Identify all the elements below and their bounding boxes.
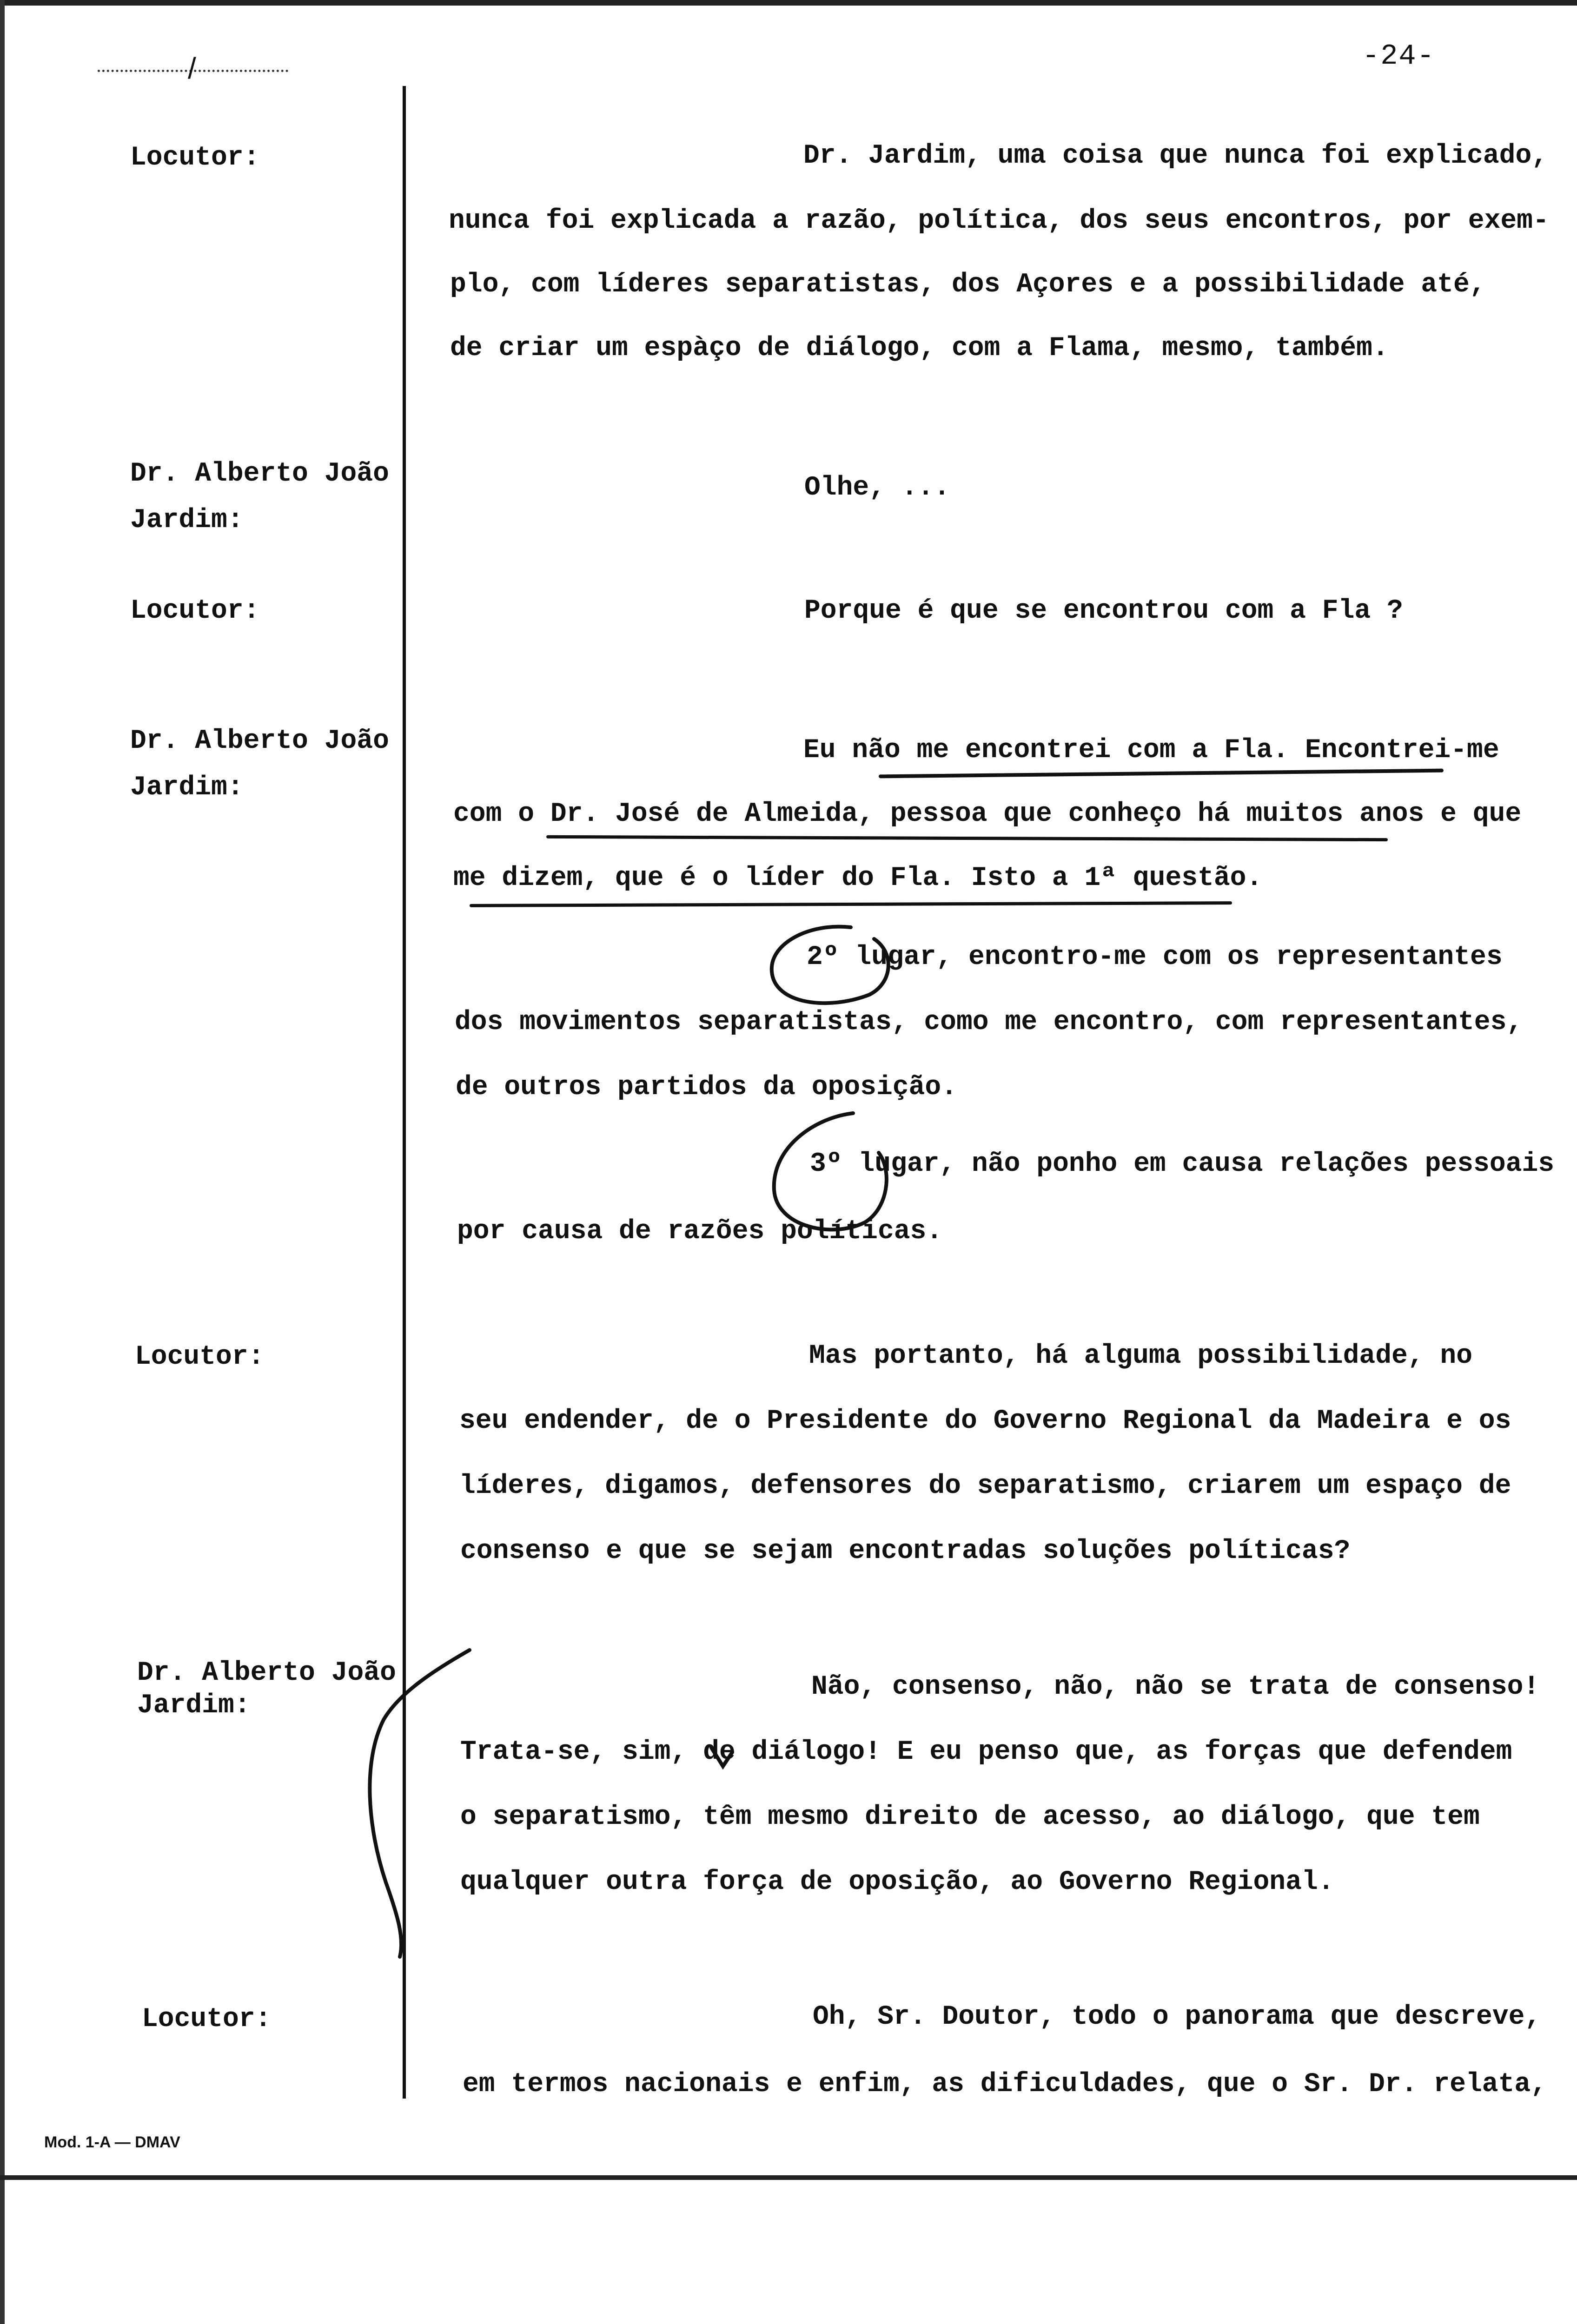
transcript-line: plo, com líderes separatistas, dos Açores e a possibilidade até,	[450, 270, 1486, 300]
transcript-line: 3º lugar, não ponho em causa relações pessoais	[810, 1149, 1555, 1179]
speaker-label: Locutor:	[135, 1342, 265, 1372]
speaker-label: Locutor:	[130, 596, 260, 626]
header-slash: /	[188, 52, 196, 85]
transcript-line: me dizem, que é o líder do Fla. Isto a 1ª questão.	[453, 863, 1263, 893]
page-number: -24-	[1362, 40, 1435, 73]
transcript-line: 2º lugar, encontro-me com os representantes	[807, 942, 1503, 972]
transcript-line: Oh, Sr. Doutor, todo o panorama que descreve,	[813, 2002, 1541, 2032]
speaker-label: Dr. Alberto João Jardim:	[137, 1658, 396, 1721]
speaker-label: Locutor:	[130, 143, 260, 173]
transcript-line: seu endender, de o Presidente do Governo Regional da Madeira e os	[459, 1406, 1511, 1436]
speaker-label: Dr. Alberto João Jardim:	[130, 726, 389, 803]
transcript-line: qualquer outra força de oposição, ao Governo Regional.	[460, 1867, 1334, 1897]
transcript-line: Porque é que se encontrou com a Fla ?	[804, 596, 1403, 626]
form-code: Mod. 1-A — DMAV	[44, 2133, 180, 2151]
transcript-line: com o Dr. José de Almeida, pessoa que conheço há muitos anos e que	[453, 799, 1522, 829]
transcript-line: por causa de razões políticas.	[457, 1216, 943, 1247]
transcript-line: Mas portanto, há alguma possibilidade, no	[809, 1341, 1473, 1371]
transcript-line: de criar um espàço de diálogo, com a Flama, mesmo, também.	[450, 333, 1389, 363]
speaker-label: Dr. Alberto João Jardim:	[130, 459, 389, 535]
transcript-line: líderes, digamos, defensores do separatismo, criarem um espaço de	[459, 1471, 1511, 1501]
caret-mark	[711, 1748, 732, 1766]
circle-mark-2	[772, 927, 888, 1004]
bracket-mark	[370, 1650, 470, 1957]
transcript-line: nunca foi explicada a razão, política, dos seus encontros, por exem-	[449, 206, 1549, 236]
transcript-line: em termos nacionais e enfim, as dificuldades, que o Sr. Dr. relata,	[463, 2069, 1547, 2100]
transcript-line: o separatismo, têm mesmo direito de acesso, ao diálogo, que tem	[460, 1802, 1480, 1832]
transcript-line: Trata-se, sim, de diálogo! E eu penso que, as forças que defendem	[460, 1737, 1512, 1767]
transcript-line: Dr. Jardim, uma coisa que nunca foi explicado,	[803, 141, 1548, 171]
transcript-line: consenso e que se sejam encontradas soluções políticas?	[460, 1536, 1351, 1566]
speaker-label: Locutor:	[142, 2004, 272, 2034]
transcript-line: Eu não me encontrei com a Fla. Encontrei-me	[803, 735, 1499, 766]
transcript-line: dos movimentos separatistas, como me encontro, com representantes,	[455, 1007, 1523, 1037]
transcript-line: de outros partidos da oposição.	[456, 1072, 957, 1103]
transcript-line: Olhe, ...	[804, 473, 950, 503]
circle-mark-3	[774, 1113, 887, 1229]
transcript-line: Não, consenso, não, não se trata de consenso!	[811, 1672, 1540, 1702]
